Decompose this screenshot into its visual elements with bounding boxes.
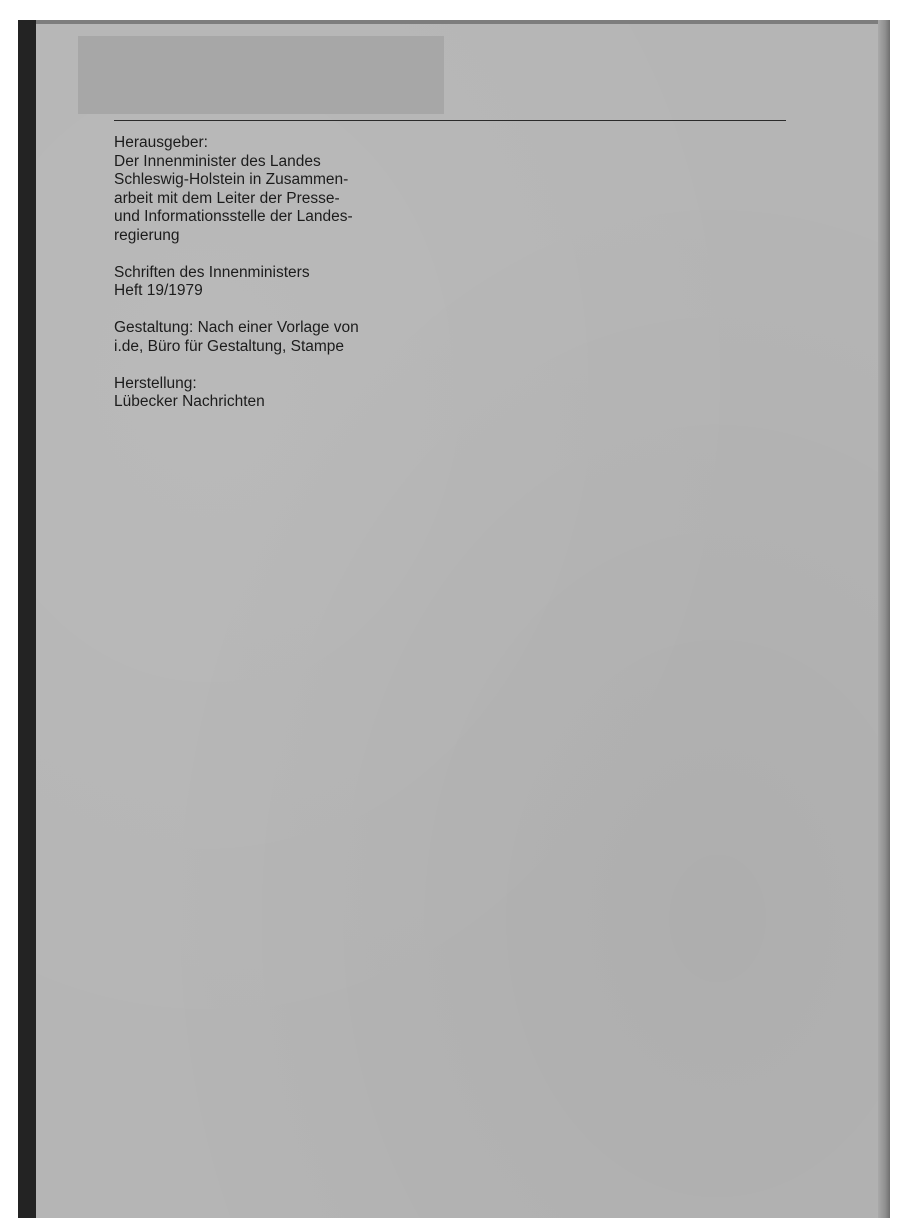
production-printer: Lübecker Nachrichten <box>114 393 265 410</box>
page-right-edge <box>878 20 890 1218</box>
publisher-line: arbeit mit dem Leiter der Presse- <box>114 189 340 207</box>
publisher-heading: Herausgeber: <box>114 134 208 151</box>
series-title: Schriften des Innenministers <box>114 263 310 281</box>
series-section <box>114 264 444 301</box>
production-heading: Herstellung: <box>114 374 197 392</box>
publisher-section <box>114 134 444 245</box>
imprint-block <box>114 134 444 430</box>
production-section <box>114 375 444 412</box>
publisher-line: Schleswig-Holstein in Zusammen- <box>114 171 349 188</box>
publisher-line: und Informationsstelle der Landes- <box>114 208 353 225</box>
page-top-shadow <box>36 20 890 24</box>
book-spine-edge <box>18 20 36 1218</box>
horizontal-rule <box>114 120 786 121</box>
design-line: Gestaltung: Nach einer Vorlage von <box>114 319 359 336</box>
series-issue: Heft 19/1979 <box>114 282 203 299</box>
design-section <box>114 319 444 356</box>
design-line: i.de, Büro für Gestaltung, Stampe <box>114 337 345 355</box>
publisher-line: Der Innenminister des Landes <box>114 152 321 170</box>
label-patch <box>78 36 444 114</box>
publisher-line: regierung <box>114 226 180 244</box>
